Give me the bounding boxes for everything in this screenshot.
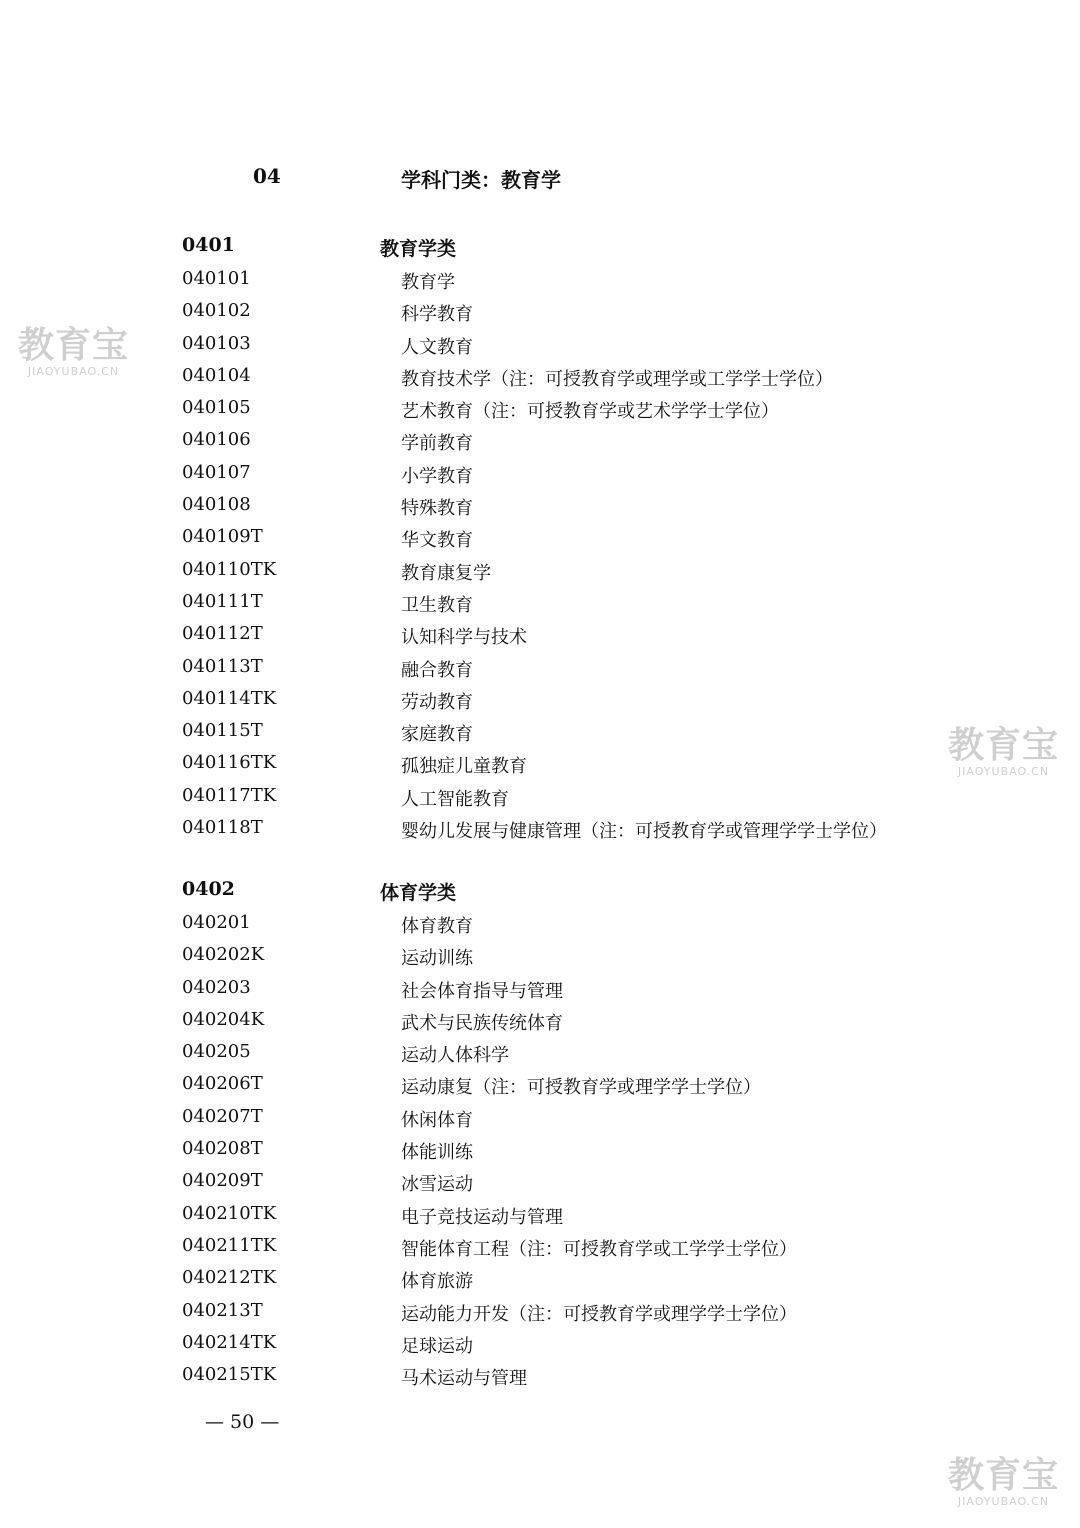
major-code: 040116TK — [182, 752, 277, 774]
group-education — [0, 234, 1080, 849]
major-code: 040214TK — [182, 1331, 277, 1353]
major-name: 教育技术学（注：可授教育学或理学或工学学士学位） — [401, 368, 833, 390]
major-name: 科学教育 — [401, 304, 473, 326]
major-code: 040108 — [182, 494, 251, 516]
watermark-logo: 教育宝 — [948, 725, 1060, 766]
major-name: 休闲体育 — [401, 1109, 473, 1131]
major-code: 040110TK — [182, 558, 277, 580]
watermark-url: JIAOYUBAO.CN — [957, 1495, 1050, 1508]
major-name: 小学教育 — [401, 465, 473, 487]
watermark-logo: 教育宝 — [948, 1455, 1060, 1496]
major-name: 马术运动与管理 — [401, 1368, 527, 1390]
major-row — [0, 494, 1080, 526]
major-code: 040101 — [182, 268, 251, 289]
major-row — [0, 1332, 1080, 1364]
major-row — [0, 752, 1080, 784]
major-name: 婴幼儿发展与健康管理（注：可授教育学或管理学学士学位） — [401, 821, 887, 843]
major-code: 040204K — [182, 1008, 265, 1030]
group-header — [0, 234, 1080, 268]
major-code: 040202K — [182, 944, 265, 966]
major-code: 040210TK — [182, 1202, 277, 1224]
major-code: 040113T — [182, 655, 263, 677]
major-row — [0, 1300, 1080, 1332]
major-name: 冰雪运动 — [401, 1174, 473, 1196]
group-name: 体育学类 — [380, 882, 457, 904]
major-row — [0, 785, 1080, 817]
major-code: 040212TK — [182, 1267, 277, 1289]
group-sports — [0, 878, 1080, 1396]
major-name: 教育康复学 — [401, 562, 491, 584]
major-row — [0, 333, 1080, 365]
major-row — [0, 429, 1080, 461]
major-code: 040118T — [182, 817, 263, 839]
category-title: 学科门类：教育学 — [401, 168, 561, 192]
group-code: 0401 — [182, 234, 235, 256]
major-code: 040111T — [182, 590, 263, 612]
major-row — [0, 688, 1080, 720]
major-row — [0, 656, 1080, 688]
major-name: 体育教育 — [401, 916, 473, 937]
major-name: 运动能力开发（注：可授教育学或理学学士学位） — [401, 1303, 797, 1325]
major-code: 040211TK — [182, 1234, 277, 1256]
major-name: 融合教育 — [401, 659, 473, 681]
major-row — [0, 462, 1080, 494]
watermark-right-bottom — [948, 1455, 1060, 1508]
major-code: 040102 — [182, 300, 251, 322]
major-name: 劳动教育 — [401, 691, 473, 713]
major-row — [0, 1041, 1080, 1073]
major-code: 040114TK — [182, 687, 277, 709]
major-name: 学前教育 — [401, 433, 473, 455]
major-row — [0, 1138, 1080, 1170]
group-header — [0, 878, 1080, 912]
watermark-url: JIAOYUBAO.CN — [957, 765, 1050, 778]
major-row — [0, 1267, 1080, 1299]
group-name: 教育学类 — [380, 238, 457, 260]
major-name: 特殊教育 — [401, 498, 473, 520]
major-row — [0, 268, 1080, 300]
category-code: 04 — [253, 164, 281, 188]
major-row — [0, 559, 1080, 591]
major-code: 040208T — [182, 1138, 263, 1160]
major-code: 040213T — [182, 1299, 263, 1321]
major-row — [0, 977, 1080, 1009]
major-row — [0, 1073, 1080, 1105]
major-row — [0, 720, 1080, 752]
major-row — [0, 300, 1080, 332]
major-row — [0, 1235, 1080, 1267]
major-row — [0, 1106, 1080, 1138]
major-name: 教育学 — [401, 272, 455, 293]
major-row — [0, 591, 1080, 623]
major-name: 认知科学与技术 — [401, 627, 527, 649]
major-code: 040201 — [182, 912, 251, 933]
major-code: 040115T — [182, 720, 263, 742]
major-code: 040207T — [182, 1105, 263, 1127]
major-code: 040106 — [182, 429, 251, 451]
major-name: 华文教育 — [401, 530, 473, 552]
major-row — [0, 1170, 1080, 1202]
major-code: 040205 — [182, 1041, 251, 1063]
major-code: 040117TK — [182, 784, 277, 806]
major-row — [0, 1203, 1080, 1235]
major-name: 家庭教育 — [401, 724, 473, 746]
major-name: 运动人体科学 — [401, 1045, 509, 1067]
major-name: 社会体育指导与管理 — [401, 980, 563, 1002]
major-name: 人文教育 — [401, 336, 473, 358]
major-row — [0, 365, 1080, 397]
major-row — [0, 397, 1080, 429]
major-code: 040206T — [182, 1073, 263, 1095]
major-row — [0, 944, 1080, 976]
major-row — [0, 1364, 1080, 1396]
major-row — [0, 1009, 1080, 1041]
major-row — [0, 526, 1080, 558]
major-name: 体能训练 — [401, 1142, 473, 1164]
major-code: 040209T — [182, 1170, 263, 1192]
watermark-logo: 教育宝 — [18, 325, 130, 366]
major-code: 040215TK — [182, 1364, 277, 1386]
watermark-url: JIAOYUBAO.CN — [27, 365, 120, 378]
major-code: 040203 — [182, 976, 251, 998]
major-name: 运动康复（注：可授教育学或理学学士学位） — [401, 1077, 761, 1099]
major-code: 040107 — [182, 461, 251, 483]
major-code: 040104 — [182, 364, 251, 386]
major-name: 足球运动 — [401, 1335, 473, 1357]
major-name: 武术与民族传统体育 — [401, 1012, 563, 1034]
major-code: 040103 — [182, 332, 251, 354]
major-code: 040109T — [182, 526, 263, 548]
major-name: 卫生教育 — [401, 594, 473, 616]
major-name: 人工智能教育 — [401, 788, 509, 810]
major-name: 运动训练 — [401, 948, 473, 970]
major-name: 电子竞技运动与管理 — [401, 1206, 563, 1228]
group-code: 0402 — [182, 878, 235, 900]
major-name: 体育旅游 — [401, 1271, 473, 1293]
major-name: 智能体育工程（注：可授教育学或工学学士学位） — [401, 1238, 797, 1260]
major-name: 艺术教育（注：可授教育学或艺术学学士学位） — [401, 401, 779, 423]
page-number: — 50 — — [205, 1411, 280, 1433]
major-row — [0, 817, 1080, 849]
major-name: 孤独症儿童教育 — [401, 756, 527, 778]
major-row — [0, 623, 1080, 655]
major-code: 040112T — [182, 623, 263, 645]
major-code: 040105 — [182, 397, 251, 419]
major-row — [0, 912, 1080, 944]
